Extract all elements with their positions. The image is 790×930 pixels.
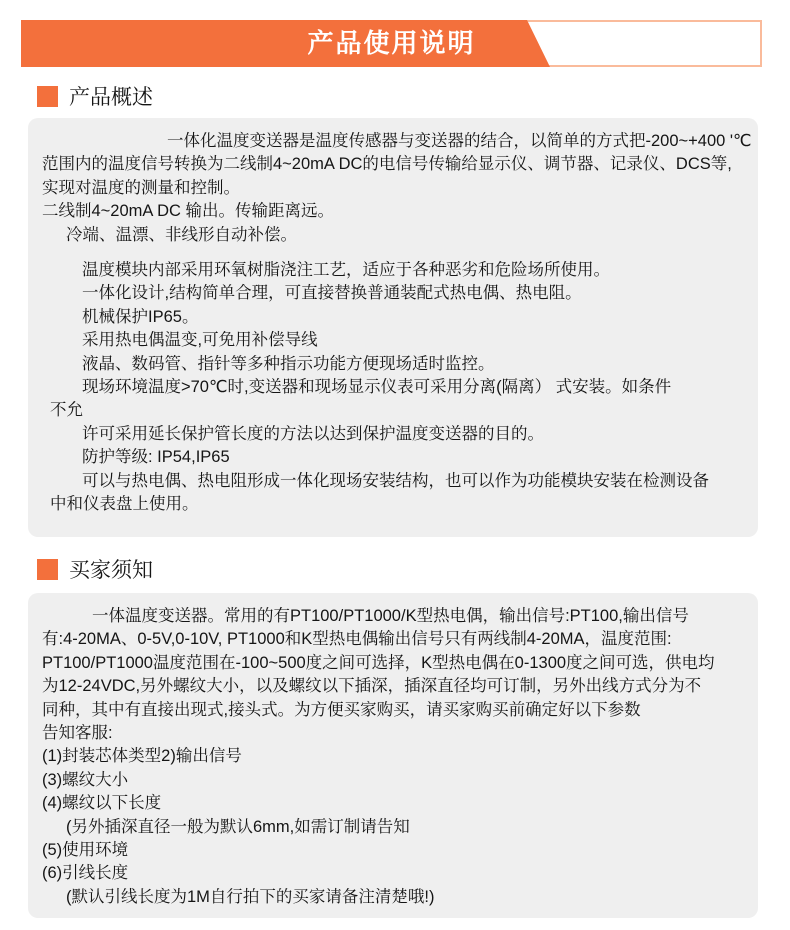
text-line: 告知客服: xyxy=(42,724,113,743)
text-line: PT100/PT1000温度范围在-100~500度之间可选择，K型热电偶在0-1300度之间可选，供电均 xyxy=(42,653,715,672)
text-line: 许可采用延长保护管长度的方法以达到保护温度变送器的目的。 xyxy=(82,424,544,443)
text-line: 防护等级: IP54,IP65 xyxy=(82,448,230,467)
text-line: (6)引线长度 xyxy=(42,864,129,883)
text-line: 中和仪表盘上使用。 xyxy=(50,495,199,514)
text-line: 采用热电偶温变,可免用补偿导线 xyxy=(82,331,318,350)
section-title-overview: 产品概述 xyxy=(69,86,153,109)
text-line: 实现对温度的测量和控制。 xyxy=(42,178,240,197)
text-line: 一体化温度变送器是温度传感器与变送器的结合，以简单的方式把-200~+400 '℃ xyxy=(167,132,752,150)
text-line: 一体温度变送器。常用的有PT100/PT1000/K型热电偶，输出信号:PT100,输出信号 xyxy=(92,607,689,625)
section-header-buyer-notice xyxy=(37,554,153,584)
overview-panel xyxy=(28,118,758,537)
text-line: 一体化设计,结构简单合理，可直接替换普通装配式热电偶、热电阻。 xyxy=(82,284,582,303)
section-bullet xyxy=(37,559,58,580)
text-line: (另外插深直径一般为默认6mm,如需订制请告知 xyxy=(66,817,410,836)
overview-paragraph-2 xyxy=(42,259,744,516)
buyer-notice-lines xyxy=(42,605,744,909)
text-line: 同种，其中有直接出现式,接头式。为方便买家购买，请买家购买前确定好以下参数 xyxy=(42,700,641,719)
section-bullet xyxy=(37,86,58,107)
text-line: 温度模块内部采用环氧树脂浇注工艺，适应于各种恶劣和危险场所使用。 xyxy=(82,261,610,280)
text-line: (5)使用环境 xyxy=(42,841,129,860)
text-line: 液晶、数码管、指针等多种指示功能方便现场适时监控。 xyxy=(82,354,495,373)
title-banner xyxy=(21,20,762,67)
text-line: 机械保护IP65。 xyxy=(82,307,199,326)
buyer-notice-panel xyxy=(28,593,758,918)
text-line: 二线制4~20mA DC 输出。传输距离远。 xyxy=(42,202,335,221)
text-line: 现场环境温度>70℃时,变送器和现场显示仪表可采用分离(隔离） 式安装。如条件 xyxy=(82,378,672,397)
overview-paragraph-1 xyxy=(42,130,752,247)
text-line: 不允 xyxy=(50,401,83,420)
text-line: (1)封装芯体类型2)输出信号 xyxy=(42,747,242,766)
section-title-buyer-notice: 买家须知 xyxy=(69,559,153,582)
section-header-overview xyxy=(37,81,153,111)
text-line: 范围内的温度信号转换为二线制4~20mA DC的电信号传输给显示仪、调节器、记录仪、DCS等, xyxy=(42,155,732,174)
text-line: (3)螺纹大小 xyxy=(42,770,129,789)
text-line: (4)螺纹以下长度 xyxy=(42,794,162,813)
text-line: 冷端、温漂、非线形自动补偿。 xyxy=(66,225,297,244)
text-line: 有:4-20MA、0-5V,0-10V, PT1000和K型热电偶输出信号只有两线制4-20MA，温度范围: xyxy=(42,630,672,649)
text-line: 为12-24VDC,另外螺纹大小，以及螺纹以下插深，插深直径均可订制，另外出线方式分为不 xyxy=(42,677,702,696)
text-line: (默认引线长度为1M自行拍下的买家请备注清楚哦!) xyxy=(66,887,435,906)
page-title: 产品使用说明 xyxy=(307,28,476,58)
text-line: 可以与热电偶、热电阻形成一体化现场安装结构，也可以作为功能模块安装在检测设备 xyxy=(82,471,709,490)
